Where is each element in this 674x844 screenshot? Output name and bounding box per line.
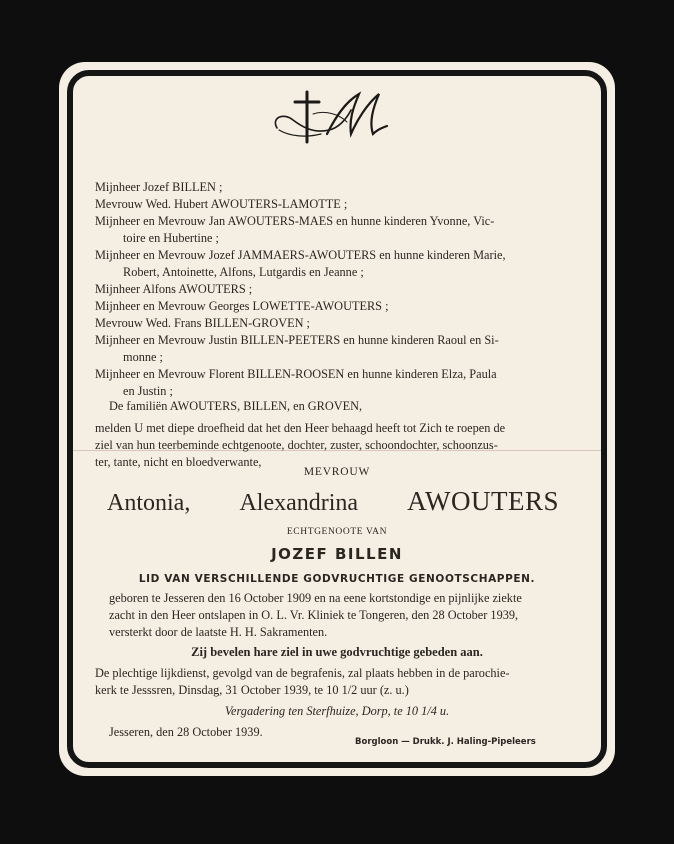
gathering-line: Vergadering ten Sterfhuize, Dorp, te 10 1/4 u. (224, 704, 450, 718)
place-date: Jesseren, den 28 October 1939. (109, 725, 263, 739)
membership-line: LID VAN VERSCHILLENDE GODVRUCHTIGE GENOOTSCHAPPEN. (138, 573, 536, 585)
relative-line: Mijnheer Jozef BILLEN ; (95, 180, 223, 194)
black-border (67, 70, 607, 768)
spouse-intro: ECHTGENOOTE VAN (286, 527, 388, 537)
relative-line: Mijnheer en Mevrouw Georges LOWETTE-AWOUTERS ; (95, 299, 389, 313)
relative-line: Mevrouw Wed. Hubert AWOUTERS-LAMOTTE ; (95, 197, 348, 211)
relative-line: Mijnheer en Mevrouw Jan AWOUTERS-MAES en hunne kinderen Yvonne, Vic- (95, 214, 495, 228)
printer-credit: Borgloon — Drukk. J. Haling-Pipeleers (355, 737, 536, 747)
cross-monogram-icon (269, 84, 399, 144)
relative-line: Mijnheer en Mevrouw Jozef JAMMAERS-AWOUTERS en hunne kinderen Marie, (95, 248, 506, 262)
relative-line-cont: en Justin ; (123, 384, 173, 398)
life-line: zacht in den Heer ontslapen in O. L. Vr. Kliniek te Tongeren, den 28 October 1939, (109, 608, 519, 622)
deceased-middle-name: Alexandrina (239, 490, 359, 516)
life-line: geboren te Jesseren den 16 October 1909 en na eene kortstondige en pijnlijke ziekte (109, 591, 522, 605)
life-line: versterkt door de laatste H. H. Sakramenten. (109, 625, 328, 639)
relative-line: Mijnheer Alfons AWOUTERS ; (95, 282, 253, 296)
service-line: De plechtige lijkdienst, gevolgd van de begrafenis, zal plaats hebben in de parochie- (95, 666, 510, 680)
relative-line-cont: toire en Hubertine ; (123, 231, 219, 245)
deceased-first-name: Antonia, (107, 490, 191, 516)
spouse-name: JOZEF BILLEN (271, 545, 403, 563)
mourning-card (59, 62, 615, 776)
relative-line: Mevrouw Wed. Frans BILLEN-GROVEN ; (95, 316, 310, 330)
relative-line: Mijnheer en Mevrouw Justin BILLEN-PEETERS en hunne kinderen Raoul en Si- (95, 333, 499, 347)
announce-line: ter, tante, nicht en bloedverwante, (95, 455, 262, 469)
announce-line: ziel van hun teerbeminde echtgenoote, dochter, zuster, schoondochter, schoonzus- (95, 438, 498, 452)
relative-line: Mijnheer en Mevrouw Florent BILLEN-ROOSEN en hunne kinderen Elza, Paula (95, 367, 497, 381)
deceased-last-name: AWOUTERS (407, 486, 559, 516)
deceased-name (107, 486, 559, 517)
relative-line-cont: monne ; (123, 350, 163, 364)
prayer-line: Zij bevelen hare ziel in uwe godvruchtige gebeden aan. (191, 645, 483, 659)
service-line: kerk te Jesssren, Dinsdag, 31 October 1939, te 10 1/2 uur (z. u.) (95, 683, 409, 697)
relative-line-cont: Robert, Antoinette, Alfons, Lutgardis en Jeanne ; (123, 265, 364, 279)
mevrouw-label: MEVROUW (303, 466, 371, 478)
families-line: De familiën AWOUTERS, BILLEN, en GROVEN, (109, 399, 363, 413)
announce-line: melden U met diepe droefheid dat het den Heer behaagd heeft tot Zich te roepen de (95, 421, 506, 435)
